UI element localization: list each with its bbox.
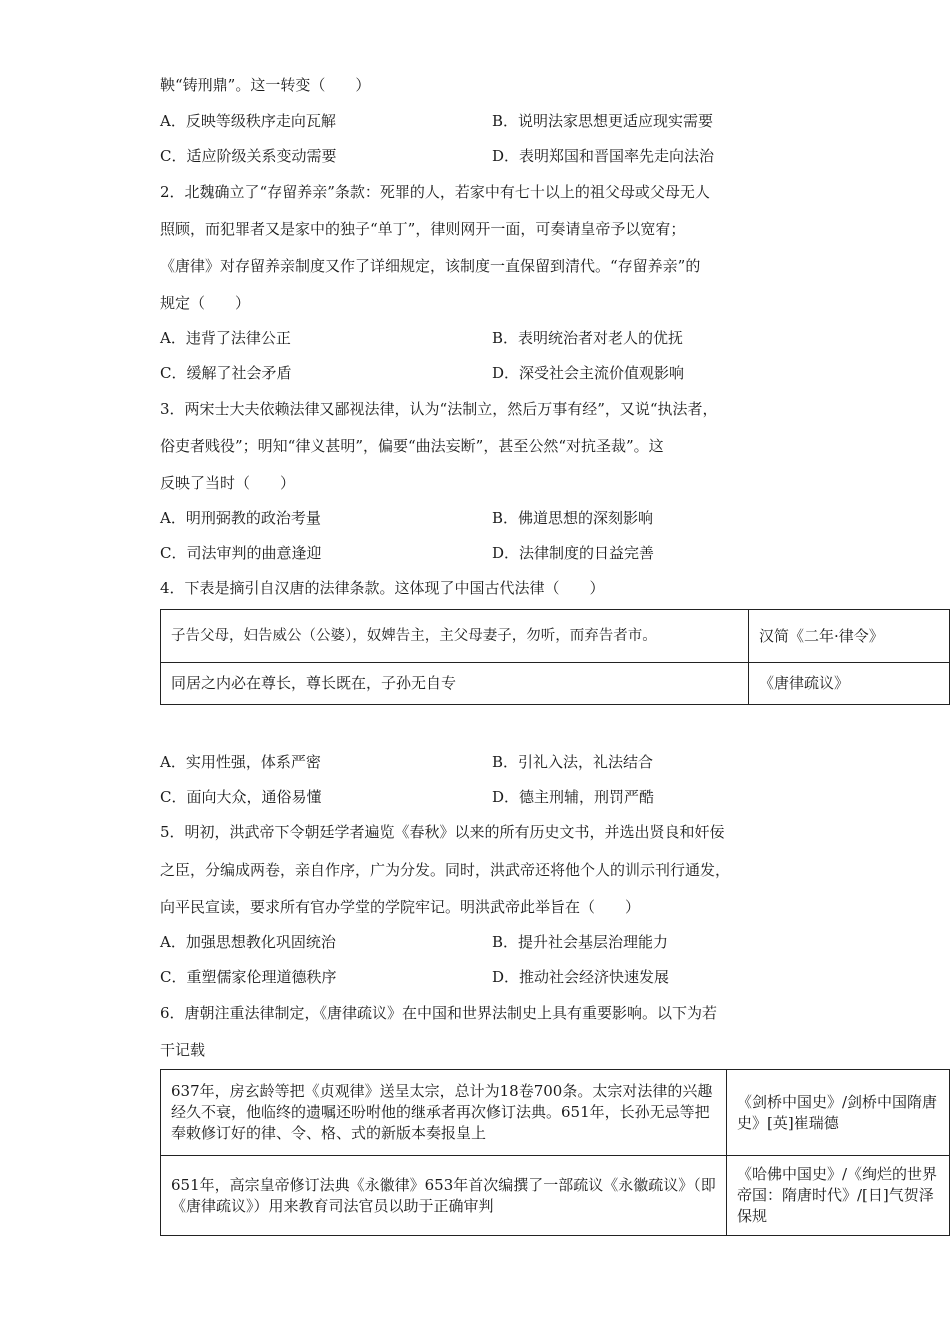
table-row — [161, 663, 950, 705]
q4-stem: 4．下表是摘引自汉唐的法律条款。这体现了中国古代法律（ ） — [160, 579, 605, 597]
q3-option-a[interactable]: A．明刑弼教的政治考量 — [160, 509, 321, 527]
q2-stem-line-3: 《唐律》对存留养亲制度又作了详细规定，该制度一直保留到清代。“存留养亲”的 — [160, 257, 701, 275]
q2-option-d[interactable]: D．深受社会主流价值观影响 — [492, 364, 685, 382]
q2-option-a[interactable]: A．违背了法律公正 — [160, 329, 291, 347]
q3-stem-line-2: 俗吏者贱役”；明知“律义甚明”，偏要“曲法妄断”，甚至公然“对抗圣裁”。这 — [160, 437, 664, 455]
q4-option-a[interactable]: A．实用性强，体系严密 — [160, 753, 321, 771]
q1-option-d[interactable]: D．表明郑国和晋国率先走向法治 — [492, 147, 715, 165]
q4-law-table — [160, 609, 950, 705]
q5-stem-line-3: 向平民宣读，要求所有官办学堂的学院牢记。明洪武帝此举旨在（ ） — [160, 898, 641, 916]
law-source-cell: 汉简《二年·律令》 — [749, 610, 950, 663]
q5-option-d[interactable]: D．推动社会经济快速发展 — [492, 968, 670, 986]
question-1-stem-tail: 鞅“铸刑鼎”。这一转变（ ） — [160, 76, 371, 94]
q3-option-b[interactable]: B．佛道思想的深刻影响 — [492, 509, 654, 527]
q2-option-b[interactable]: B．表明统治者对老人的优抚 — [492, 329, 684, 347]
q1-option-a[interactable]: A．反映等级秩序走向瓦解 — [160, 112, 336, 130]
q3-option-c[interactable]: C．司法审判的曲意逢迎 — [160, 544, 322, 562]
record-text-cell: 651年，高宗皇帝修订法典《永徽律》653年首次编撰了一部疏议《永徽疏议》（即《唐律疏议》）用来教育司法官员以助于正确审判 — [161, 1156, 727, 1236]
q2-stem-line-2: 照顾，而犯罪者又是家中的独子“单丁”，律则网开一面，可奏请皇帝予以宽宥； — [160, 220, 686, 238]
record-source-cell: 《剑桥中国史》/剑桥中国隋唐史》[英]崔瑞德 — [727, 1070, 950, 1156]
q2-option-c[interactable]: C．缓解了社会矛盾 — [160, 364, 292, 382]
table-row — [161, 610, 950, 663]
q5-stem-line-1: 5．明初，洪武帝下令朝廷学者遍览《春秋》以来的所有历史文书，并选出贤良和奸佞 — [160, 823, 725, 841]
q5-stem-line-2: 之臣，分编成两卷，亲自作序，广为分发。同时，洪武帝还将他个人的训示刊行通发， — [160, 861, 731, 879]
law-text-cell: 同居之内必在尊长，尊长既在，子孙无自专 — [161, 663, 749, 705]
q6-stem-line-2: 干记载 — [160, 1041, 206, 1059]
q2-stem-line-1: 2．北魏确立了“存留养亲”条款：死罪的人，若家中有七十以上的祖父母或父母无人 — [160, 183, 710, 201]
q3-stem-line-1: 3．两宋士大夫依赖法律又鄙视法律，认为“法制立，然后万事有经”，又说“执法者， — [160, 400, 718, 418]
q6-stem-line-1: 6．唐朝注重法律制定，《唐律疏议》在中国和世界法制史上具有重要影响。以下为若 — [160, 1004, 718, 1022]
q3-option-d[interactable]: D．法律制度的日益完善 — [492, 544, 655, 562]
q5-option-c[interactable]: C．重塑儒家伦理道德秩序 — [160, 968, 337, 986]
q3-stem-line-3: 反映了当时（ ） — [160, 474, 296, 492]
q4-option-c[interactable]: C．面向大众，通俗易懂 — [160, 788, 322, 806]
record-text-cell: 637年，房玄龄等把《贞观律》送呈太宗，总计为18卷700条。太宗对法律的兴趣经久不衰，他临终的遗嘱还吩咐他的继承者再次修订法典。651年，长孙无忌等把奉敕修订好的律、令、格、式的新版本奏报皇上 — [161, 1070, 727, 1156]
q1-option-b[interactable]: B．说明法家思想更适应现实需要 — [492, 112, 714, 130]
q6-records-table — [160, 1069, 950, 1236]
law-text-cell: 子告父母，妇告威公（公婆），奴婢告主，主父母妻子，勿听，而弃告者市。 — [161, 610, 749, 663]
table-row — [161, 1070, 950, 1156]
q4-option-b[interactable]: B．引礼入法，礼法结合 — [492, 753, 654, 771]
q5-option-a[interactable]: A．加强思想教化巩固统治 — [160, 933, 336, 951]
law-source-cell: 《唐律疏议》 — [749, 663, 950, 705]
q4-option-d[interactable]: D．德主刑辅，刑罚严酷 — [492, 788, 655, 806]
q2-stem-line-4: 规定（ ） — [160, 294, 251, 312]
record-source-cell: 《哈佛中国史》/《绚烂的世界帝国：隋唐时代》/[日]气贺泽保规 — [727, 1156, 950, 1236]
table-row — [161, 1156, 950, 1236]
q5-option-b[interactable]: B．提升社会基层治理能力 — [492, 933, 669, 951]
q1-option-c[interactable]: C．适应阶级关系变动需要 — [160, 147, 337, 165]
